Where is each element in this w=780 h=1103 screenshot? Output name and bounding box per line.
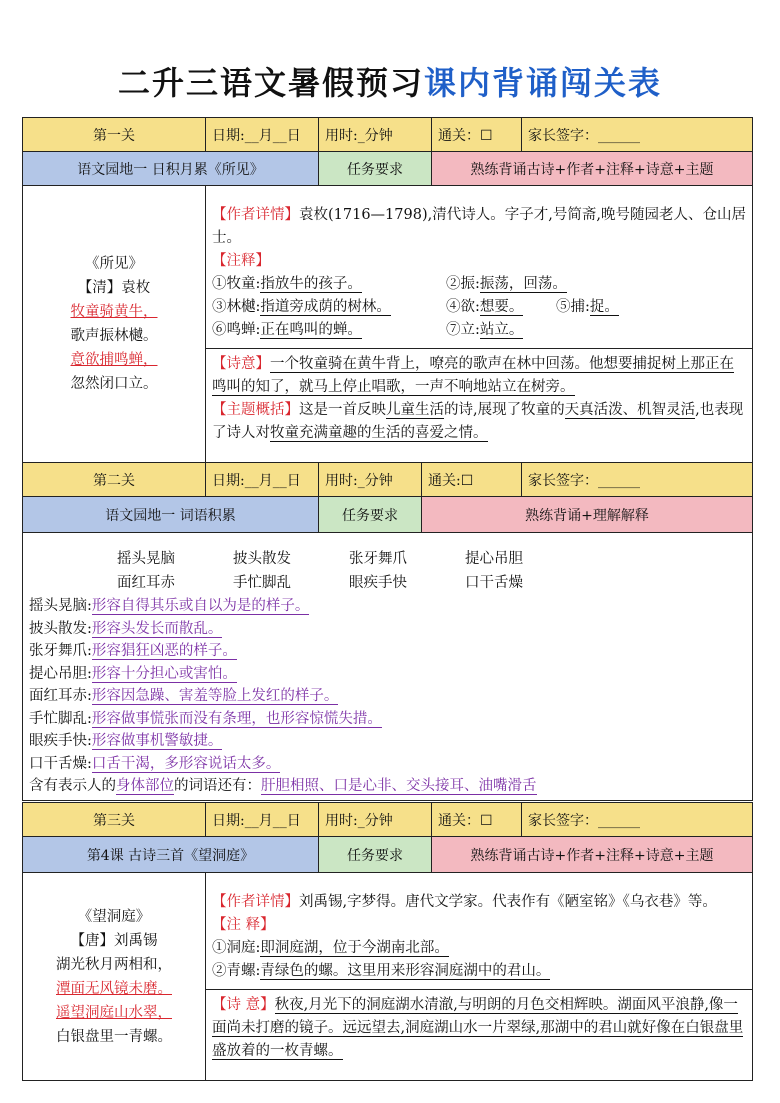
- level3-details: [206, 873, 753, 1081]
- poem-line: 歌声振林樾。: [70, 328, 158, 344]
- level3-time[interactable]: 用时:_分钟: [319, 803, 432, 837]
- level2-task: 熟练背诵+理解解释: [422, 497, 753, 533]
- level2-date[interactable]: 日期:__月__日: [206, 463, 319, 497]
- poem-line: 遥望洞庭山水翠，: [56, 1004, 172, 1021]
- definition: 提心吊胆:形容十分担心或害怕。: [29, 665, 237, 682]
- definition: 手忙脚乱:形容做事慌张而没有条理，也形容惊慌失措。: [29, 710, 382, 727]
- level3-lesson: 第4课 古诗三首《望洞庭》: [23, 837, 319, 873]
- level1-parent-sign[interactable]: 家长签字：______: [522, 118, 753, 152]
- level1-task-label: 任务要求: [319, 152, 432, 186]
- level1-body: [22, 185, 753, 463]
- meaning-box: 【诗 意】秋夜,月光下的洞庭湖水清澈,与明朗的月色交相辉映。湖面风平浪静,像一面尚未打磨的镜子。远远望去,洞庭湖山水一片翠绿,那湖中的君山就好像在白银盘里盛放着的一枚青螺。: [206, 989, 752, 1063]
- poem-line: 忽然闭口立。: [70, 376, 158, 392]
- definition: 口干舌燥:口舌干渴，多形容说话太多。: [29, 755, 281, 772]
- poem-line: 意欲捕鸣蝉，: [70, 352, 158, 368]
- level1-lesson: 语文园地一 日积月累《所见》: [23, 152, 319, 186]
- level1-time[interactable]: 用时:_分钟: [319, 118, 432, 152]
- notes-heading: 【注释】: [212, 252, 270, 269]
- level3-pass-checkbox[interactable]: 通关：☐: [432, 803, 522, 837]
- level1-table: [22, 117, 753, 186]
- level2-pass-checkbox[interactable]: 通关:☐: [422, 463, 522, 497]
- poem-line: 牧童骑黄牛，: [70, 304, 158, 320]
- level2-time[interactable]: 用时:_分钟: [319, 463, 422, 497]
- level3-parent-sign[interactable]: 家长签字：______: [522, 803, 753, 837]
- page-title: [0, 58, 780, 104]
- words-row: 面红耳赤 手忙脚乱 眼疾手快 口干舌燥: [117, 575, 523, 592]
- level3-name: 第三关: [23, 803, 206, 837]
- level1-name: 第一关: [23, 118, 206, 152]
- author-detail: 【作者详情】刘禹锡,字梦得。唐代文学家。代表作有《陋室铭》《乌衣巷》等。: [212, 893, 717, 910]
- notes-row: ①洞庭:即洞庭湖，位于今湖南北部。: [212, 939, 449, 956]
- poem-author: 【清】袁枚: [77, 280, 151, 296]
- poem-title: 《望洞庭》: [77, 908, 151, 925]
- level1-details: [206, 186, 753, 463]
- notes-row: ③林樾:指道旁成荫的树林。 ④欲:想要。 ⑤捕:捉。: [212, 298, 619, 315]
- level1-poem: [23, 186, 206, 463]
- level3-body: [22, 872, 753, 1081]
- meaning-box: 【诗意】一个牧童骑在黄牛背上，嘹亮的歌声在林中回荡。他想要捕捉树上那正在鸣叫的知了，就马上停止唱歌，一声不响地站立在树旁。: [206, 348, 752, 399]
- level2-table: [22, 462, 753, 801]
- poem-author: 【唐】刘禹锡: [70, 932, 158, 949]
- title-part2: 课内背诵闯关表: [424, 64, 663, 102]
- level2-task-label: 任务要求: [319, 497, 422, 533]
- author-detail: 【作者详情】袁枚(1716—1798),清代诗人。字子才,号简斋,晚号随园老人、仓山居士。: [212, 206, 746, 246]
- level3-poem: [23, 873, 206, 1081]
- definition: 眼疾手快:形容做事机警敏捷。: [29, 733, 223, 750]
- level3-task: 熟练背诵古诗+作者+注释+诗意+主题: [432, 837, 753, 873]
- definition: 摇头晃脑:形容自得其乐或自以为是的样子。: [29, 598, 310, 615]
- level2-content: [23, 533, 753, 801]
- title-part1: 二升三语文暑假预习: [117, 64, 424, 102]
- definition: 披头散发:形容头发长而散乱。: [29, 620, 223, 637]
- level3-table: [22, 802, 753, 873]
- extra-words: 含有表示人的身体部位的词语还有：肝胆相照、口是心非、交头接耳、油嘴滑舌: [29, 778, 537, 795]
- theme-summary: 【主题概括】这是一首反映儿童生活的诗,展现了牧童的天真活泼、机智灵活,也表现了诗人对牧童充满童趣的生活的喜爱之情。: [212, 401, 744, 441]
- poem-title: 《所见》: [85, 256, 143, 272]
- poem-line: 湖光秋月两相和，: [56, 956, 172, 973]
- notes-row: ⑥鸣蝉:正在鸣叫的蝉。 ⑦立:站立。: [212, 321, 524, 338]
- notes-row: ①牧童:指放牛的孩子。 ②振:振荡，回荡。: [212, 275, 567, 292]
- poem-line: 潭面无风镜未磨。: [56, 980, 172, 997]
- level2-name: 第二关: [23, 463, 206, 497]
- poem-line: 白银盘里一青螺。: [56, 1028, 172, 1045]
- level2-lesson: 语文园地一 词语积累: [23, 497, 319, 533]
- notes-heading: 【注 释】: [212, 916, 275, 933]
- notes-row: ②青螺:青绿色的螺。这里用来形容洞庭湖中的君山。: [212, 962, 551, 979]
- level1-task: 熟练背诵古诗+作者+注释+诗意+主题: [432, 152, 753, 186]
- level3-date[interactable]: 日期:__月__日: [206, 803, 319, 837]
- level1-date[interactable]: 日期:__月__日: [206, 118, 319, 152]
- level2-parent-sign[interactable]: 家长签字：______: [522, 463, 753, 497]
- words-row: 摇头晃脑 披头散发 张牙舞爪 提心吊胆: [117, 551, 523, 568]
- definition: 面红耳赤:形容因急躁、害羞等脸上发红的样子。: [29, 688, 339, 705]
- level1-pass-checkbox[interactable]: 通关：☐: [432, 118, 522, 152]
- definition: 张牙舞爪:形容猖狂凶恶的样子。: [29, 643, 237, 660]
- level3-task-label: 任务要求: [319, 837, 432, 873]
